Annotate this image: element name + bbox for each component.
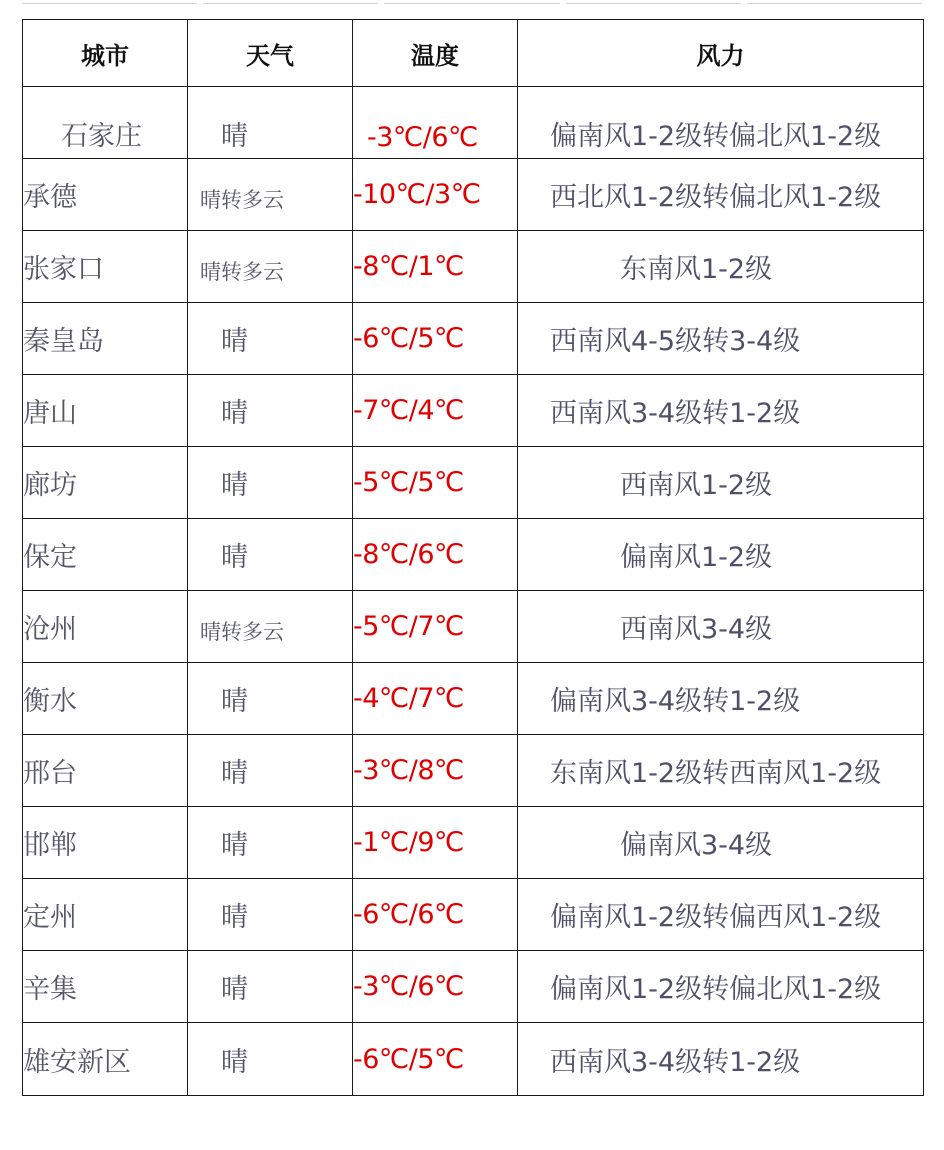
city-cell: 邢台	[23, 735, 188, 807]
city-cell: 唐山	[23, 375, 188, 447]
divider-segment	[384, 0, 559, 4]
header-temperature: 温度	[353, 20, 518, 87]
temperature-cell: -3℃/6℃	[353, 87, 518, 159]
wind-cell	[518, 87, 924, 159]
weather-cell	[188, 951, 353, 1023]
wind-cell	[518, 159, 924, 231]
table-row	[23, 447, 924, 519]
table-body	[23, 87, 924, 1096]
wind-cell	[518, 519, 924, 591]
wind-cell	[518, 447, 924, 519]
wind-cell	[518, 303, 924, 375]
wind-text: 东南风1-2级转西南风1-2级	[550, 758, 882, 789]
weather-text: 晴	[221, 830, 248, 861]
wind-text: 西南风3-4级转1-2级	[550, 1046, 801, 1078]
divider-segment	[22, 0, 197, 4]
city-cell: 保定	[23, 519, 188, 591]
table-row	[23, 519, 924, 591]
city-cell: 衡水	[23, 663, 188, 735]
wind-text: 西南风1-2级	[620, 470, 773, 501]
divider-segment	[747, 0, 922, 4]
weather-cell	[188, 591, 353, 663]
temperature-cell: -8℃/6℃	[353, 519, 518, 591]
table-row	[23, 951, 924, 1023]
weather-cell	[188, 159, 353, 231]
header-weather: 天气	[188, 20, 353, 87]
wind-text: 偏南风1-2级转偏北风1-2级	[550, 974, 882, 1005]
weather-text: 晴	[221, 121, 248, 152]
wind-text: 西北风1-2级转偏北风1-2级	[550, 182, 882, 213]
weather-cell	[188, 1023, 353, 1096]
weather-text: 晴转多云	[200, 620, 284, 644]
weather-cell	[188, 663, 353, 735]
weather-text: 晴	[221, 974, 248, 1005]
city-cell: 邯郸	[23, 807, 188, 879]
temperature-cell: -7℃/4℃	[353, 375, 518, 447]
weather-text: 晴	[221, 686, 248, 717]
table-header-row	[23, 20, 924, 87]
city-cell: 辛集	[23, 951, 188, 1023]
weather-text: 晴	[221, 470, 248, 501]
temperature-cell: -3℃/6℃	[353, 951, 518, 1023]
wind-text: 偏南风3-4级转1-2级	[550, 686, 801, 717]
wind-cell	[518, 879, 924, 951]
weather-text: 晴	[221, 902, 248, 933]
temperature-cell: -8℃/1℃	[353, 231, 518, 303]
table-row	[23, 663, 924, 735]
city-cell: 廊坊	[23, 447, 188, 519]
wind-text: 东南风1-2级	[620, 254, 773, 285]
weather-cell	[188, 807, 353, 879]
table-row	[23, 87, 924, 159]
table-row	[23, 231, 924, 303]
weather-cell	[188, 375, 353, 447]
weather-cell	[188, 231, 353, 303]
table-row	[23, 303, 924, 375]
header-city: 城市	[23, 20, 188, 87]
weather-cell	[188, 735, 353, 807]
temperature-cell: -10℃/3℃	[353, 159, 518, 231]
wind-cell	[518, 231, 924, 303]
wind-cell	[518, 591, 924, 663]
weather-text: 晴	[221, 398, 248, 429]
city-cell: 石家庄	[23, 87, 188, 159]
wind-cell	[518, 1023, 924, 1096]
table-row	[23, 807, 924, 879]
wind-text: 偏南风1-2级	[620, 542, 773, 573]
wind-cell	[518, 663, 924, 735]
weather-cell	[188, 447, 353, 519]
wind-text: 西南风3-4级	[620, 614, 773, 645]
city-cell: 张家口	[23, 231, 188, 303]
wind-text: 西南风4-5级转3-4级	[550, 326, 801, 357]
city-cell: 定州	[23, 879, 188, 951]
temperature-cell: -6℃/5℃	[353, 1023, 518, 1096]
temperature-cell: -6℃/5℃	[353, 303, 518, 375]
header-wind: 风力	[518, 20, 924, 87]
wind-cell	[518, 375, 924, 447]
city-cell: 沧州	[23, 591, 188, 663]
city-cell: 承德	[23, 159, 188, 231]
divider-segment	[203, 0, 378, 4]
weather-text: 晴转多云	[200, 188, 284, 212]
wind-cell	[518, 807, 924, 879]
weather-cell	[188, 519, 353, 591]
weather-text: 晴	[221, 326, 248, 357]
table-row	[23, 591, 924, 663]
wind-text: 西南风3-4级转1-2级	[550, 398, 801, 429]
table-row	[23, 375, 924, 447]
weather-cell	[188, 87, 353, 159]
city-cell: 雄安新区	[23, 1023, 188, 1096]
wind-text: 偏南风1-2级转偏北风1-2级	[550, 121, 882, 152]
weather-text: 晴	[221, 758, 248, 789]
table-row	[23, 159, 924, 231]
top-divider-remnant	[22, 0, 922, 4]
temperature-cell: -4℃/7℃	[353, 663, 518, 735]
weather-text: 晴转多云	[200, 260, 284, 284]
table-row	[23, 735, 924, 807]
wind-cell	[518, 951, 924, 1023]
wind-cell	[518, 735, 924, 807]
wind-text: 偏南风3-4级	[620, 830, 773, 861]
temperature-cell: -5℃/5℃	[353, 447, 518, 519]
wind-text: 偏南风1-2级转偏西风1-2级	[550, 902, 882, 933]
table-row	[23, 1023, 924, 1096]
divider-segment	[566, 0, 741, 4]
weather-forecast-table	[22, 19, 924, 1096]
weather-text: 晴	[221, 1046, 248, 1078]
city-cell: 秦皇岛	[23, 303, 188, 375]
temperature-cell: -1℃/9℃	[353, 807, 518, 879]
temperature-cell: -5℃/7℃	[353, 591, 518, 663]
weather-cell	[188, 879, 353, 951]
weather-text: 晴	[221, 542, 248, 573]
weather-cell	[188, 303, 353, 375]
table-row	[23, 879, 924, 951]
temperature-cell: -6℃/6℃	[353, 879, 518, 951]
temperature-cell: -3℃/8℃	[353, 735, 518, 807]
